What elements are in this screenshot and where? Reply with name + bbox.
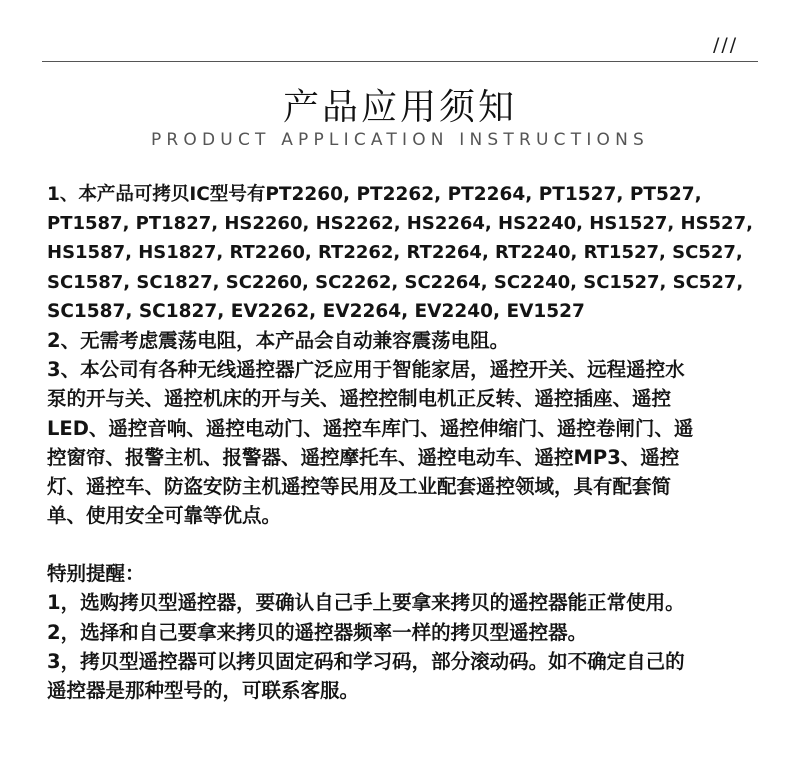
- text-line: HS1587, HS1827, RT2260, RT2262, RT2264, RT2240, RT1527, SC527,: [47, 242, 743, 264]
- page-subtitle: PRODUCT APPLICATION INSTRUCTIONS: [150, 130, 650, 150]
- text-line: PT1587, PT1827, HS2260, HS2262, HS2264, HS2240, HS1527, HS527,: [47, 213, 753, 235]
- text-line: 遥控器是那种型号的，可联系客服。: [47, 679, 360, 702]
- text-line: 3、本公司有各种无线遥控器广泛应用于智能家居，遥控开关、远程遥控水: [47, 358, 685, 382]
- text-line: 1、本产品可拷贝IC型号有PT2260, PT2262, PT2264, PT1527, PT527,: [47, 184, 702, 205]
- instructions-body: [47, 180, 759, 705]
- decorative-slashes: ///: [713, 34, 739, 56]
- text-line: SC1587, SC1827, EV2262, EV2264, EV2240, EV1527: [47, 300, 585, 322]
- text-line: 单、使用安全可靠等优点。: [47, 504, 282, 528]
- ic-model-section: [47, 180, 759, 530]
- reminder-section: [47, 559, 759, 705]
- text-line: 泵的开与关、遥控机床的开与关、遥控控制电机正反转、遥控插座、遥控: [47, 387, 672, 411]
- text-line: SC1587, SC1827, SC2260, SC2262, SC2264, SC2240, SC1527, SC527,: [47, 271, 744, 293]
- reminder-heading: 特别提醒：: [47, 562, 145, 586]
- text-line: 控窗帘、报警主机、报警器、遥控摩托车、遥控电动车、遥控MP3、遥控: [47, 445, 680, 469]
- header-divider: [42, 61, 758, 62]
- text-line: LED、遥控音响、遥控电动门、遥控车库门、遥控伸缩门、遥控卷闸门、遥: [47, 416, 694, 440]
- section-gap: [47, 530, 759, 559]
- text-line: 3，拷贝型遥控器可以拷贝固定码和学习码，部分滚动码。如不确定自己的: [47, 649, 685, 673]
- text-line: 2，选择和自己要拿来拷贝的遥控器频率一样的拷贝型遥控器。: [47, 620, 588, 644]
- page-title: 产品应用须知: [282, 87, 517, 128]
- text-line: 1，选购拷贝型遥控器，要确认自己手上要拿来拷贝的遥控器能正常使用。: [47, 591, 685, 615]
- text-line: 2、无需考虑震荡电阻，本产品会自动兼容震荡电阻。: [47, 328, 510, 352]
- text-line: 灯、遥控车、防盗安防主机遥控等民用及工业配套遥控领域，具有配套简: [47, 474, 672, 498]
